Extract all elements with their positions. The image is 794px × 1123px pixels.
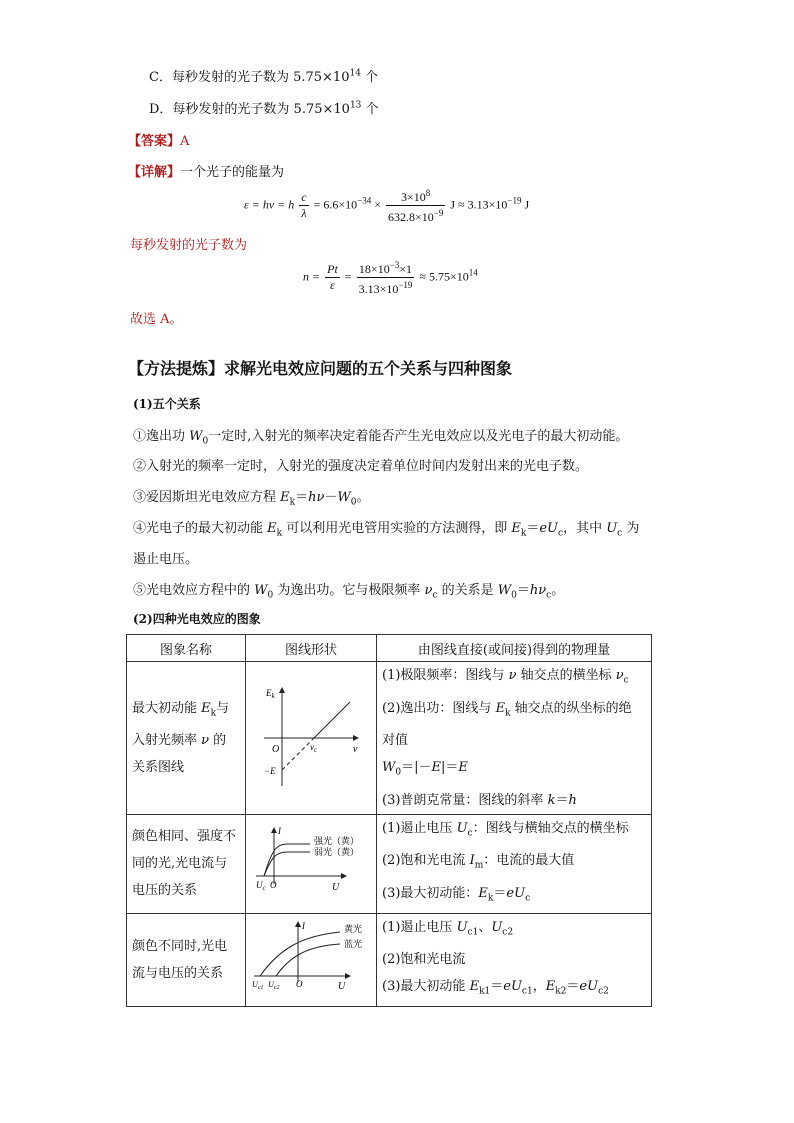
label-ek: $E_k$ — [266, 687, 275, 700]
eq2-f2-denominator-exp: −19 — [398, 280, 413, 290]
method-title-tag: 【方法提炼】 — [128, 359, 225, 378]
table-row — [127, 913, 652, 1006]
equation-1 — [244, 186, 529, 225]
row1-quantities: (1)极限频率：图线与 ν 轴交点的横坐标 $\nu_c$ (2)逸出功：图线与 $E_k$ 轴交点的纵坐标的绝 对值 $W_0=|-E|=E$ (3)普朗克常量：图线的斜率 k＝h — [377, 662, 652, 815]
eq1-fraction-c-lambda — [299, 190, 308, 221]
detail-text: 一个光子的能量为 — [180, 165, 285, 180]
answer-line — [128, 130, 189, 149]
label-uc1: $U_{c1}$ — [252, 979, 264, 991]
answer-tag: 【答案】 — [128, 134, 181, 149]
option-d-unit: 个 — [361, 102, 379, 117]
row3-graph — [246, 913, 377, 1006]
eq1-fraction-values — [386, 186, 445, 225]
label-i: I — [302, 920, 305, 931]
label-neg-e: −E — [264, 765, 276, 776]
eq2-lhs: n = — [303, 269, 321, 284]
row1-graph — [246, 662, 377, 815]
eq1-f2-numerator-exp: 8 — [425, 188, 431, 198]
relation-4-cont: 遏止电压。 — [133, 552, 199, 567]
label-u: U — [338, 980, 346, 992]
label-uc: $U_c$ — [256, 879, 266, 892]
method-title — [128, 356, 512, 379]
header-graph-shape: 图线形状 — [246, 635, 377, 662]
row1-name: 最大初动能 $E_k$与 入射光频率 ν 的 关系图线 — [127, 662, 246, 815]
equation-2 — [303, 258, 478, 297]
eq1-result: J ≈ 3.13×10 — [450, 197, 508, 212]
section-five-relations: (1)五个关系 — [133, 397, 201, 411]
label-nu-c: $\nu_c$ — [310, 741, 318, 754]
eq2-f1-denominator: ε — [330, 278, 335, 292]
eq1-planck-exp: −34 — [357, 195, 372, 206]
eq2-result: ≈ 5.75×10 — [419, 269, 469, 284]
table-row — [127, 814, 652, 913]
option-d — [149, 98, 379, 117]
eq1-result-exp: −19 — [507, 195, 522, 206]
row2-name: 颜色相同、强度不 同的光,光电流与 电压的关系 — [127, 814, 246, 913]
label-origin: O — [272, 743, 280, 755]
label-weak-yellow: 弱光（黄） — [314, 846, 360, 857]
label-uc2: $U_{c2}$ — [268, 979, 280, 991]
option-c-exponent: 14 — [349, 68, 361, 79]
eq2-f2-denominator: 3.13×10 — [358, 282, 399, 296]
label-nu: ν — [353, 743, 358, 755]
label-u: U — [332, 881, 340, 893]
method-title-text: 求解光电效应问题的五个关系与四种图象 — [224, 359, 513, 378]
label-origin: O — [270, 879, 277, 890]
eq1-f2-denominator-exp: −9 — [433, 208, 444, 218]
row2-graph — [246, 814, 377, 913]
relation-2: ②入射光的频率一定时，入射光的强度决定着单位时间内发射出来的光电子数。 — [133, 459, 589, 474]
different-color-iv-graph — [246, 918, 376, 998]
option-d-text: D．每秒发射的光子数为 5.75×10 — [149, 102, 350, 117]
detail-line — [128, 161, 284, 180]
option-c-unit: 个 — [360, 70, 379, 85]
eq2-f2-numerator: 18×10 — [358, 262, 390, 276]
row3-quantities: (1)遏止电压 $U_{c1}$、$U_{c2}$ (2)饱和光电流 (3)最大初动能 $E_{k1}=eU_{c1}$，$E_{k2}=eU_{c2}$ — [377, 913, 652, 1006]
eq2-f2-numerator-exp: −3 — [389, 260, 400, 270]
row3-name: 颜色不同时,光电 流与电压的关系 — [127, 913, 246, 1006]
blue-light-curve — [276, 944, 340, 976]
strong-light-curve — [264, 844, 310, 876]
detail-text-2: 每秒发射的光子数为 — [130, 238, 248, 253]
header-physical-quantity: 由图线直接(或间接)得到的物理量 — [377, 635, 652, 662]
relation-4: ④光电子的最大初动能 $E_k$ 可以利用光电管用实验的方法测得，即 $E_k=eU_c$，其中 $U_c$ 为 — [133, 521, 640, 539]
weak-light-curve — [264, 852, 310, 876]
label-i: I — [278, 825, 281, 836]
eq2-f1-numerator: Pt — [327, 262, 338, 276]
eq2-fraction-values — [357, 258, 415, 297]
same-color-iv-graph — [246, 822, 376, 902]
eq1-lhs: ε = hν = h — [244, 197, 295, 212]
eq1-f1-denominator: λ — [301, 206, 307, 220]
label-yellow-light: 黄光 — [344, 923, 363, 934]
ek-vs-frequency-graph — [246, 674, 376, 798]
table-row — [127, 662, 652, 815]
row2-quantities: (1)遏止电压 $U_c$：图线与横轴交点的横坐标 (2)饱和光电流 $I_m$：电流的最大值 (3)最大初动能：$E_k=eU_c$ — [377, 814, 652, 913]
header-graph-name: 图象名称 — [127, 635, 246, 662]
answer-value: A — [180, 134, 190, 149]
eq2-fraction-pt-eps — [325, 262, 340, 293]
eq2-equals: = — [344, 269, 352, 284]
ek-line — [314, 702, 350, 738]
conclusion: 故选 A。 — [130, 312, 183, 327]
eq2-f2-numerator-tail: ×1 — [399, 262, 413, 276]
label-blue-light: 蓝光 — [344, 938, 363, 949]
eq1-f2-numerator: 3×10 — [401, 190, 426, 204]
option-c — [149, 66, 378, 85]
relation-3: ③爱因斯坦光电效应方程 $E_k=h\nu-W_0$。 — [133, 490, 370, 508]
label-strong-yellow: 强光（黄） — [314, 835, 360, 846]
eq1-times: × — [371, 197, 381, 212]
table-header-row — [127, 635, 652, 662]
eq1-planck: = 6.6×10 — [313, 197, 358, 212]
option-c-text: C．每秒发射的光子数为 5.75×10 — [149, 70, 350, 85]
eq1-f1-numerator: c — [301, 190, 307, 204]
label-origin: O — [296, 978, 303, 989]
eq1-f2-denominator: 632.8×10 — [387, 210, 434, 224]
option-d-exponent: 13 — [349, 100, 362, 111]
section-four-graphs: (2)四种光电效应的图象 — [133, 612, 261, 626]
relation-5: ⑤光电效应方程中的 $W_0$ 为逸出功。它与极限频率 $\nu_c$ 的关系是 $W_0=h\nu_c$。 — [133, 583, 565, 601]
relation-1: ①逸出功 $W_0$一定时,入射光的频率决定着能否产生光电效应以及光电子的最大初动能。 — [133, 429, 629, 447]
detail-tag: 【详解】 — [128, 165, 181, 180]
eq1-result-unit: J — [521, 197, 530, 212]
photoelectric-graphs-table — [126, 634, 652, 1007]
eq2-result-exp: 14 — [468, 267, 478, 278]
